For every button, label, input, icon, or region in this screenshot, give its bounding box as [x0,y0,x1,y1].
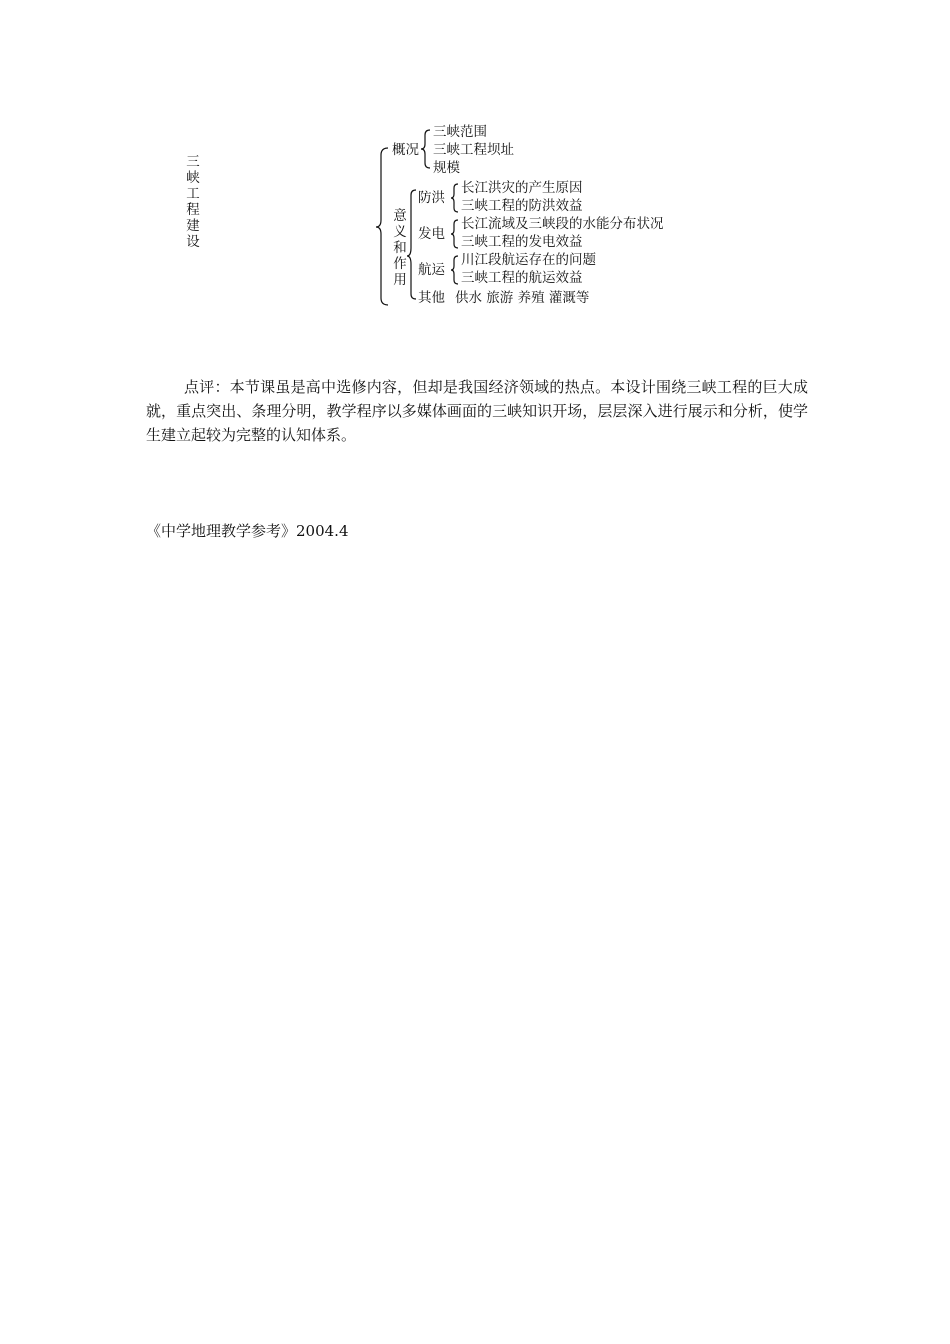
flood-item: 长江洪灾的产生原因 [461,180,583,196]
significance-label: 意义和作用 [393,208,407,288]
flood-item: 三峡工程的防洪效益 [461,198,583,214]
significance-brace [407,190,416,299]
knowledge-structure-diagram [180,118,664,313]
overview-item: 三峡范围 [433,124,487,140]
other-item: 供水 旅游 养殖 灌溉等 [455,290,590,306]
shipping-brace [451,256,458,284]
comment-paragraph: 点评：本节课虽是高中选修内容，但却是我国经济领域的热点。本设计围绕三峡工程的巨大成就，重点突出、条理分明，教学程序以多媒体画面的三峡知识开场，层层深入进行展示和分析，使学生建立起较为完整的认知体系。 [146,378,808,444]
shipping-item: 三峡工程的航运效益 [461,270,583,286]
shipping-item: 川江段航运存在的问题 [461,252,596,268]
overview-item: 规模 [433,160,460,176]
flood-brace [451,184,458,212]
root-brace [376,148,388,305]
power-brace [451,220,458,248]
group-label-shipping: 航运 [418,262,445,278]
group-label-power: 发电 [418,226,445,242]
group-label-flood: 防洪 [418,190,445,206]
group-label-other: 其他 [418,290,445,306]
overview-item: 三峡工程坝址 [433,142,514,158]
source-citation: 《中学地理教学参考》2004.4 [146,522,349,540]
power-item: 三峡工程的发电效益 [461,234,583,250]
overview-label: 概况 [392,142,419,158]
power-item: 长江流域及三峡段的水能分布状况 [461,216,664,232]
overview-brace [421,130,430,168]
root-label: 三峡工程建设 [186,154,200,250]
